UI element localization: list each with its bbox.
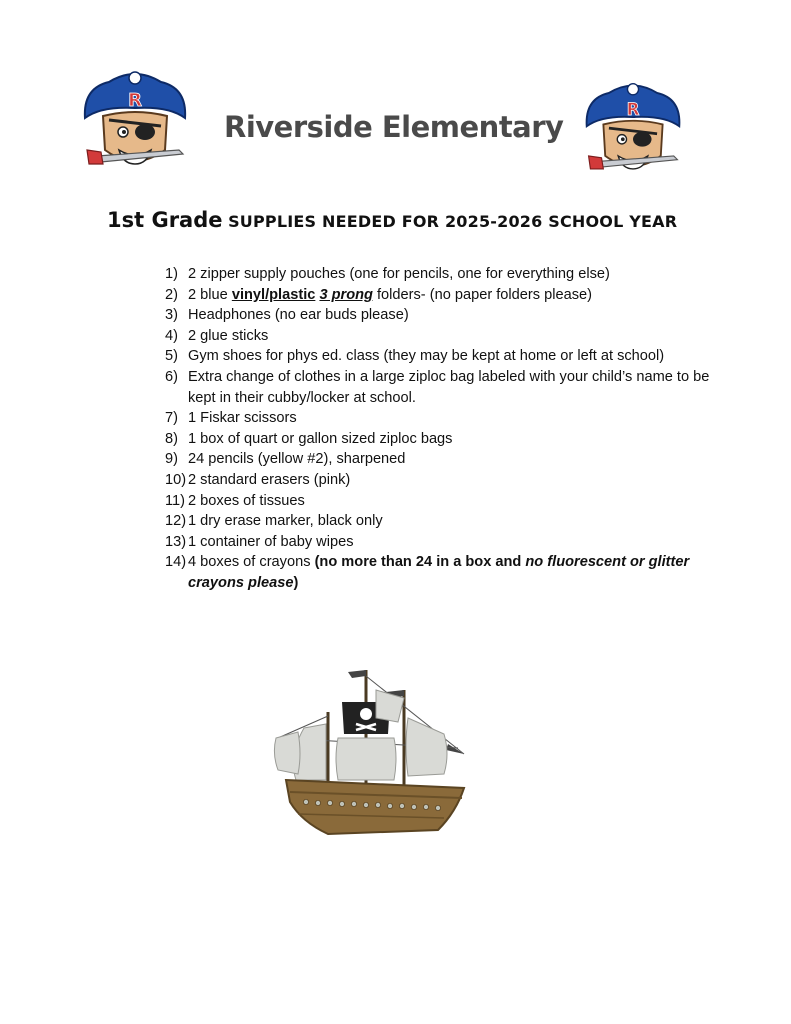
supply-list-item <box>165 305 725 326</box>
supply-list-item <box>165 264 725 285</box>
list-item-text-part: 2 boxes of tissues <box>188 492 305 509</box>
list-item-text-part: no fluorescent or glitter crayons please <box>188 554 690 591</box>
supply-list-item <box>165 285 725 306</box>
list-item-number: 7) <box>165 410 178 427</box>
list-item-text-part: 1 dry erase marker, black only <box>188 513 383 530</box>
list-item-number: 1) <box>165 266 178 282</box>
list-item-number: 6) <box>165 368 178 385</box>
list-item-text-part: Gym shoes for phys ed. class (they may be kept at home or left at school) <box>188 348 665 365</box>
logo-letter-r: R <box>626 100 640 120</box>
list-item-text <box>188 532 725 553</box>
supply-list-item <box>165 346 725 367</box>
list-item-text <box>188 511 725 532</box>
heading-subtitle: SUPPLIES NEEDED FOR 2025-2026 SCHOOL YEAR <box>228 212 678 231</box>
list-item-text-part: 2 standard erasers (pink) <box>188 471 351 488</box>
list-item-text-part: 1 Fiskar scissors <box>188 410 297 427</box>
supply-list-item <box>165 470 725 491</box>
list-item-number: 12) <box>165 513 187 530</box>
supply-list-item <box>165 491 725 512</box>
list-item-number: 5) <box>165 348 178 365</box>
list-item-text-part: 2 zipper supply pouches (one for pencils, one for everything else) <box>188 266 610 282</box>
supply-list-item <box>165 326 725 347</box>
supply-list-item <box>165 552 725 593</box>
list-item-text-part: 2 glue sticks <box>188 327 269 344</box>
list-item-text-part: Extra change of clothes in a large ziploc bag labeled with your child’s name to be kept in their cubby/locker at school. <box>188 368 710 406</box>
list-item-number: 11) <box>165 492 186 509</box>
list-item-text <box>188 264 725 285</box>
school-name: Riverside Elementary <box>224 110 564 144</box>
pirate-ship-illustration <box>268 662 474 842</box>
supply-list-item <box>165 367 725 408</box>
list-item-number: 4) <box>165 327 178 344</box>
list-item-text-part: folders- (no paper folders please) <box>372 286 592 303</box>
list-item-text <box>188 429 725 450</box>
list-item-number: 14) <box>165 554 187 571</box>
list-item-text <box>188 305 725 326</box>
list-item-number: 9) <box>165 451 178 468</box>
list-item-text <box>188 367 725 408</box>
logo-letter-r: R <box>128 90 142 111</box>
supply-list-item <box>165 429 725 450</box>
list-item-text-part: 24 pencils (yellow #2), sharpened <box>188 451 406 468</box>
list-item-number: 3) <box>165 307 178 324</box>
list-item-text <box>188 470 725 491</box>
pirate-mascot-logo-left <box>79 68 191 176</box>
supply-list-item <box>165 449 725 470</box>
list-item-text <box>188 346 725 367</box>
list-item-text <box>188 326 725 347</box>
list-item-number: 10) <box>165 471 187 488</box>
list-item-text-part: Headphones (no ear buds please) <box>188 307 409 324</box>
list-item-text-part: ) <box>293 574 299 591</box>
list-item-text-part: (no more than 24 in a box and <box>314 554 526 571</box>
list-item-text <box>188 552 725 593</box>
supply-list-item <box>165 511 725 532</box>
pirate-mascot-logo-right <box>577 80 689 180</box>
list-item-text <box>188 408 725 429</box>
list-item-number: 13) <box>165 533 187 550</box>
supply-list-item <box>165 408 725 429</box>
grade-label: 1st Grade <box>107 208 223 232</box>
supply-list-item <box>165 532 725 553</box>
supply-list <box>165 264 725 594</box>
list-item-number: 8) <box>165 430 178 447</box>
list-item-number: 2) <box>165 286 178 303</box>
list-item-text-part: 3 prong <box>319 286 373 303</box>
list-item-text <box>188 449 725 470</box>
list-item-text <box>188 491 725 512</box>
list-item-text-part: vinyl/plastic <box>231 286 316 303</box>
list-item-text-part: 2 blue <box>188 286 232 303</box>
list-item-text-part: 4 boxes of crayons <box>188 554 315 571</box>
list-item-text <box>188 285 725 306</box>
list-item-text-part: 1 box of quart or gallon sized ziploc bags <box>188 430 453 447</box>
page-heading <box>107 208 677 232</box>
list-item-text-part: 1 container of baby wipes <box>188 533 354 550</box>
